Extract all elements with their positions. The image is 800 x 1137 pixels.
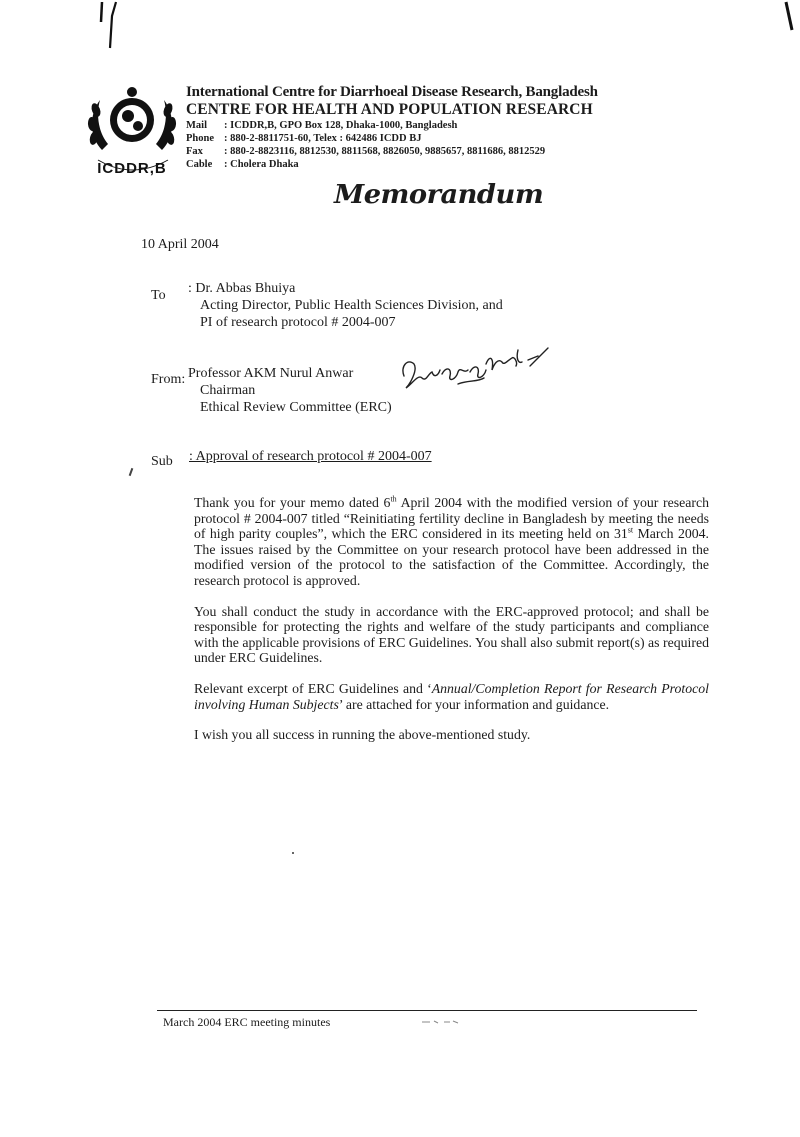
centre-name: CENTRE FOR HEALTH AND POPULATION RESEARCH [186, 101, 593, 118]
superscript: th [390, 494, 397, 504]
footer-text: March 2004 ERC meeting minutes [163, 1015, 331, 1029]
body-paragraph-3 [194, 681, 709, 712]
body-text: Thank you for your memo dated 6 [194, 495, 391, 510]
letterhead-text [186, 84, 598, 171]
from-label: From: [151, 372, 186, 387]
memo-body [194, 495, 709, 758]
from-line: Professor AKM Nurul Anwar [188, 366, 354, 381]
from-line: Chairman [200, 383, 256, 398]
phone-label: Phone [186, 133, 215, 144]
memo-date: 10 April 2004 [141, 237, 219, 252]
contact-cable [186, 158, 598, 171]
body-text: April 2004 with the modified version of your research protocol # 2004-007 titled “Reinitiating fertility decline in Bangladesh by meeting the needs of high parity couples”, which the ERC considered in its meeting held on 31 [194, 495, 709, 542]
memo-title: Memorandum [334, 180, 544, 210]
to-line: : Dr. Abbas Bhuiya [188, 281, 296, 296]
scan-dot [292, 852, 294, 854]
logo-text: ICDDR,B [97, 160, 167, 177]
cable-value: : Cholera Dhaka [224, 159, 299, 170]
phone-value: : 880-2-8811751-60, Telex : 642486 ICDD BJ [224, 133, 422, 144]
handwritten-signature [398, 344, 550, 398]
contact-fax [186, 145, 598, 158]
footer-divider [157, 1010, 697, 1011]
to-line: PI of research protocol # 2004-007 [200, 315, 396, 330]
body-text: March 2004. The issues raised by the Committee on your research protocol have been addressed in the modified version of the protocol to the satisfaction of the Committee. Accordingly, the research protocol is approved. [194, 526, 709, 588]
fax-label: Fax [186, 146, 203, 157]
body-text: ’ are attached for your information and guidance. [338, 696, 610, 712]
to-label: To [151, 288, 166, 303]
report-title: Annual/Completion Report for Research Protocol involving Human Subjects [194, 680, 709, 712]
scan-dot [129, 468, 134, 476]
scan-mark-top-left [90, 0, 130, 60]
mail-value: : ICDDR,B, GPO Box 128, Dhaka-1000, Bangladesh [224, 120, 458, 131]
org-name: International Centre for Diarrhoeal Disease Research, Bangladesh [186, 84, 598, 100]
mail-label: Mail [186, 120, 207, 131]
body-paragraph-2: You shall conduct the study in accordance with the ERC-approved protocol; and shall be responsible for protecting the rights and welfare of the study participants and compliance with the applicable provisions of ERC Guidelines. You shall also submit report(s) as required under ERC Guidelines. [194, 603, 709, 666]
contact-mail [186, 119, 598, 132]
body-paragraph-1 [194, 495, 709, 589]
scan-mark-top-right [782, 0, 800, 40]
subject-label: Sub [151, 454, 173, 469]
body-paragraph-4: I wish you all success in running the above-mentioned study. [194, 727, 531, 743]
scan-smudge [420, 1017, 460, 1027]
superscript: st [627, 525, 634, 535]
to-recipient [188, 280, 503, 331]
from-sender [188, 365, 392, 416]
fax-value: : 880-2-8823116, 8812530, 8811568, 8826050, 9885657, 8811686, 8812529 [224, 146, 546, 157]
subject-text: : Approval of research protocol # 2004-007 [189, 449, 432, 464]
cable-label: Cable [186, 159, 213, 170]
body-text: Relevant excerpt of ERC Guidelines and ‘ [194, 680, 432, 696]
from-line: Ethical Review Committee (ERC) [200, 400, 392, 415]
contact-phone [186, 132, 598, 145]
to-line: Acting Director, Public Health Sciences Division, and [200, 298, 503, 313]
icddrb-logo [82, 80, 182, 180]
